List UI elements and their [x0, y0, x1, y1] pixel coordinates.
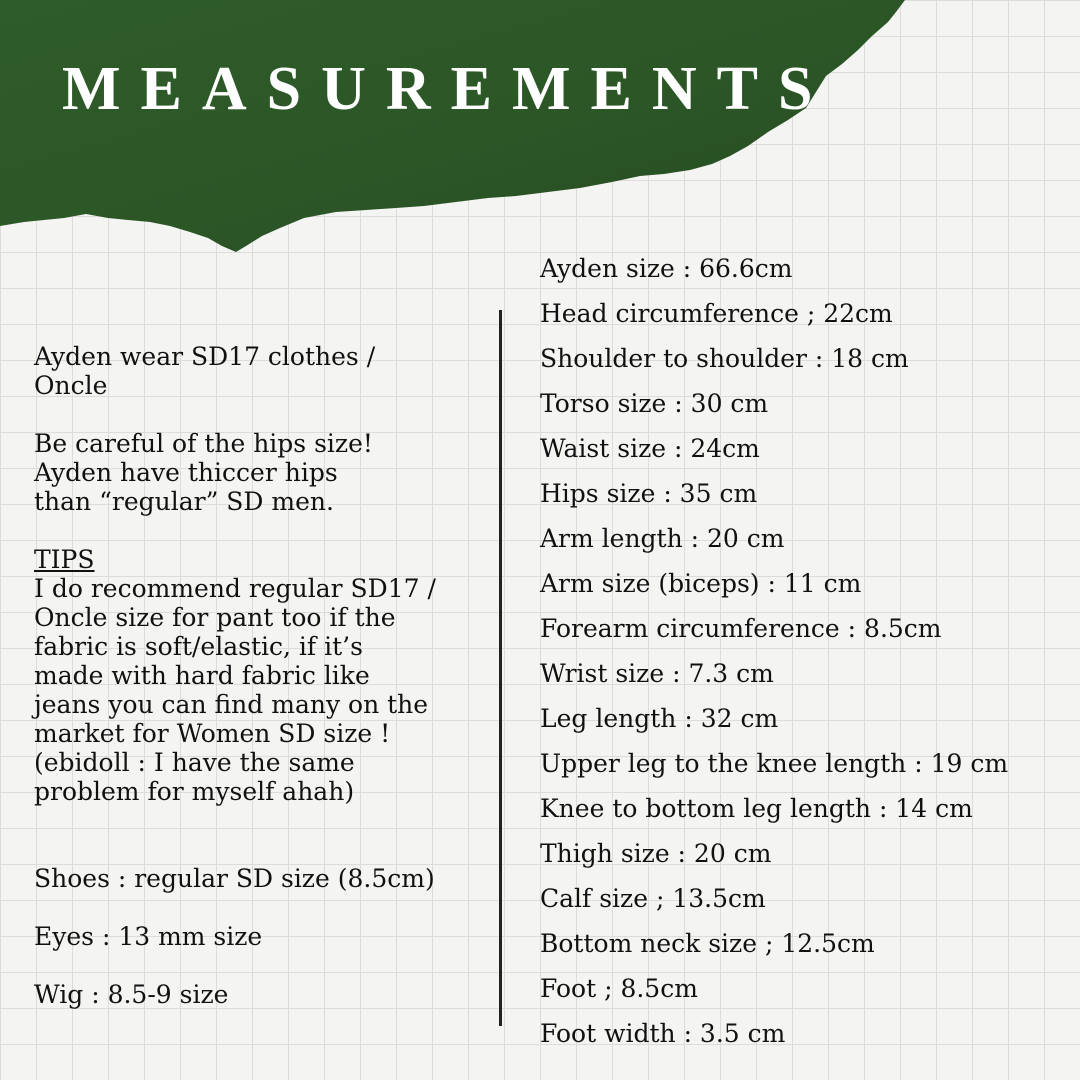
- measurement-item: Foot ; 8.5cm: [540, 974, 698, 1003]
- warning-text: [34, 429, 484, 516]
- warning-line: Ayden have thiccer hips: [34, 458, 338, 487]
- measurement-item: Shoulder to shoulder : 18 cm: [540, 344, 909, 373]
- measurement-item: Head circumference ; 22cm: [540, 299, 893, 328]
- measurement-item: Torso size : 30 cm: [540, 389, 769, 418]
- measurement-item: Hips size : 35 cm: [540, 479, 758, 508]
- intro-line: Oncle: [34, 371, 108, 400]
- tips-line: (ebidoll : I have the same: [34, 748, 355, 777]
- warning-line: Be careful of the hips size!: [34, 429, 373, 458]
- warning-line: than “regular” SD men.: [34, 487, 334, 516]
- shoes-size: Shoes : regular SD size (8.5cm): [34, 864, 435, 893]
- measurement-item: Forearm circumference : 8.5cm: [540, 614, 942, 643]
- eyes-size: Eyes : 13 mm size: [34, 922, 263, 951]
- measurement-item: Calf size ; 13.5cm: [540, 884, 766, 913]
- measurement-item: Thigh size : 20 cm: [540, 839, 772, 868]
- measurement-item: Leg length : 32 cm: [540, 704, 779, 733]
- extras-list: [34, 862, 435, 1036]
- measurement-item: Bottom neck size ; 12.5cm: [540, 929, 875, 958]
- measurement-item: Knee to bottom leg length : 14 cm: [540, 794, 973, 823]
- tips-line: market for Women SD size !: [34, 719, 391, 748]
- tips-line: made with hard fabric like: [34, 661, 370, 690]
- notes-column: [34, 342, 484, 806]
- column-divider: [499, 310, 502, 1026]
- tips-line: fabric is soft/elastic, if it’s: [34, 632, 363, 661]
- intro-line: Ayden wear SD17 clothes /: [34, 342, 376, 371]
- green-paint-swatch: [0, 0, 1080, 280]
- measurement-item: Arm size (biceps) : 11 cm: [540, 569, 862, 598]
- tips-heading: TIPS: [34, 545, 95, 574]
- measurement-item: Foot width : 3.5 cm: [540, 1019, 786, 1048]
- measurement-item: Upper leg to the knee length : 19 cm: [540, 749, 1009, 778]
- page-title: MEASUREMENTS: [62, 55, 833, 123]
- measurement-item: Wrist size : 7.3 cm: [540, 659, 774, 688]
- measurement-item: Waist size : 24cm: [540, 434, 760, 463]
- measurement-item: Arm length : 20 cm: [540, 524, 785, 553]
- tips-line: I do recommend regular SD17 /: [34, 574, 436, 603]
- wig-size: Wig : 8.5-9 size: [34, 980, 229, 1009]
- measurement-item: Ayden size : 66.6cm: [540, 254, 793, 283]
- tips-block: [34, 545, 484, 806]
- tips-line: jeans you can find many on the: [34, 690, 429, 719]
- intro-text: [34, 342, 484, 400]
- tips-line: Oncle size for pant too if the: [34, 603, 396, 632]
- tips-line: problem for myself ahah): [34, 777, 355, 806]
- measurements-list: [540, 250, 1008, 1060]
